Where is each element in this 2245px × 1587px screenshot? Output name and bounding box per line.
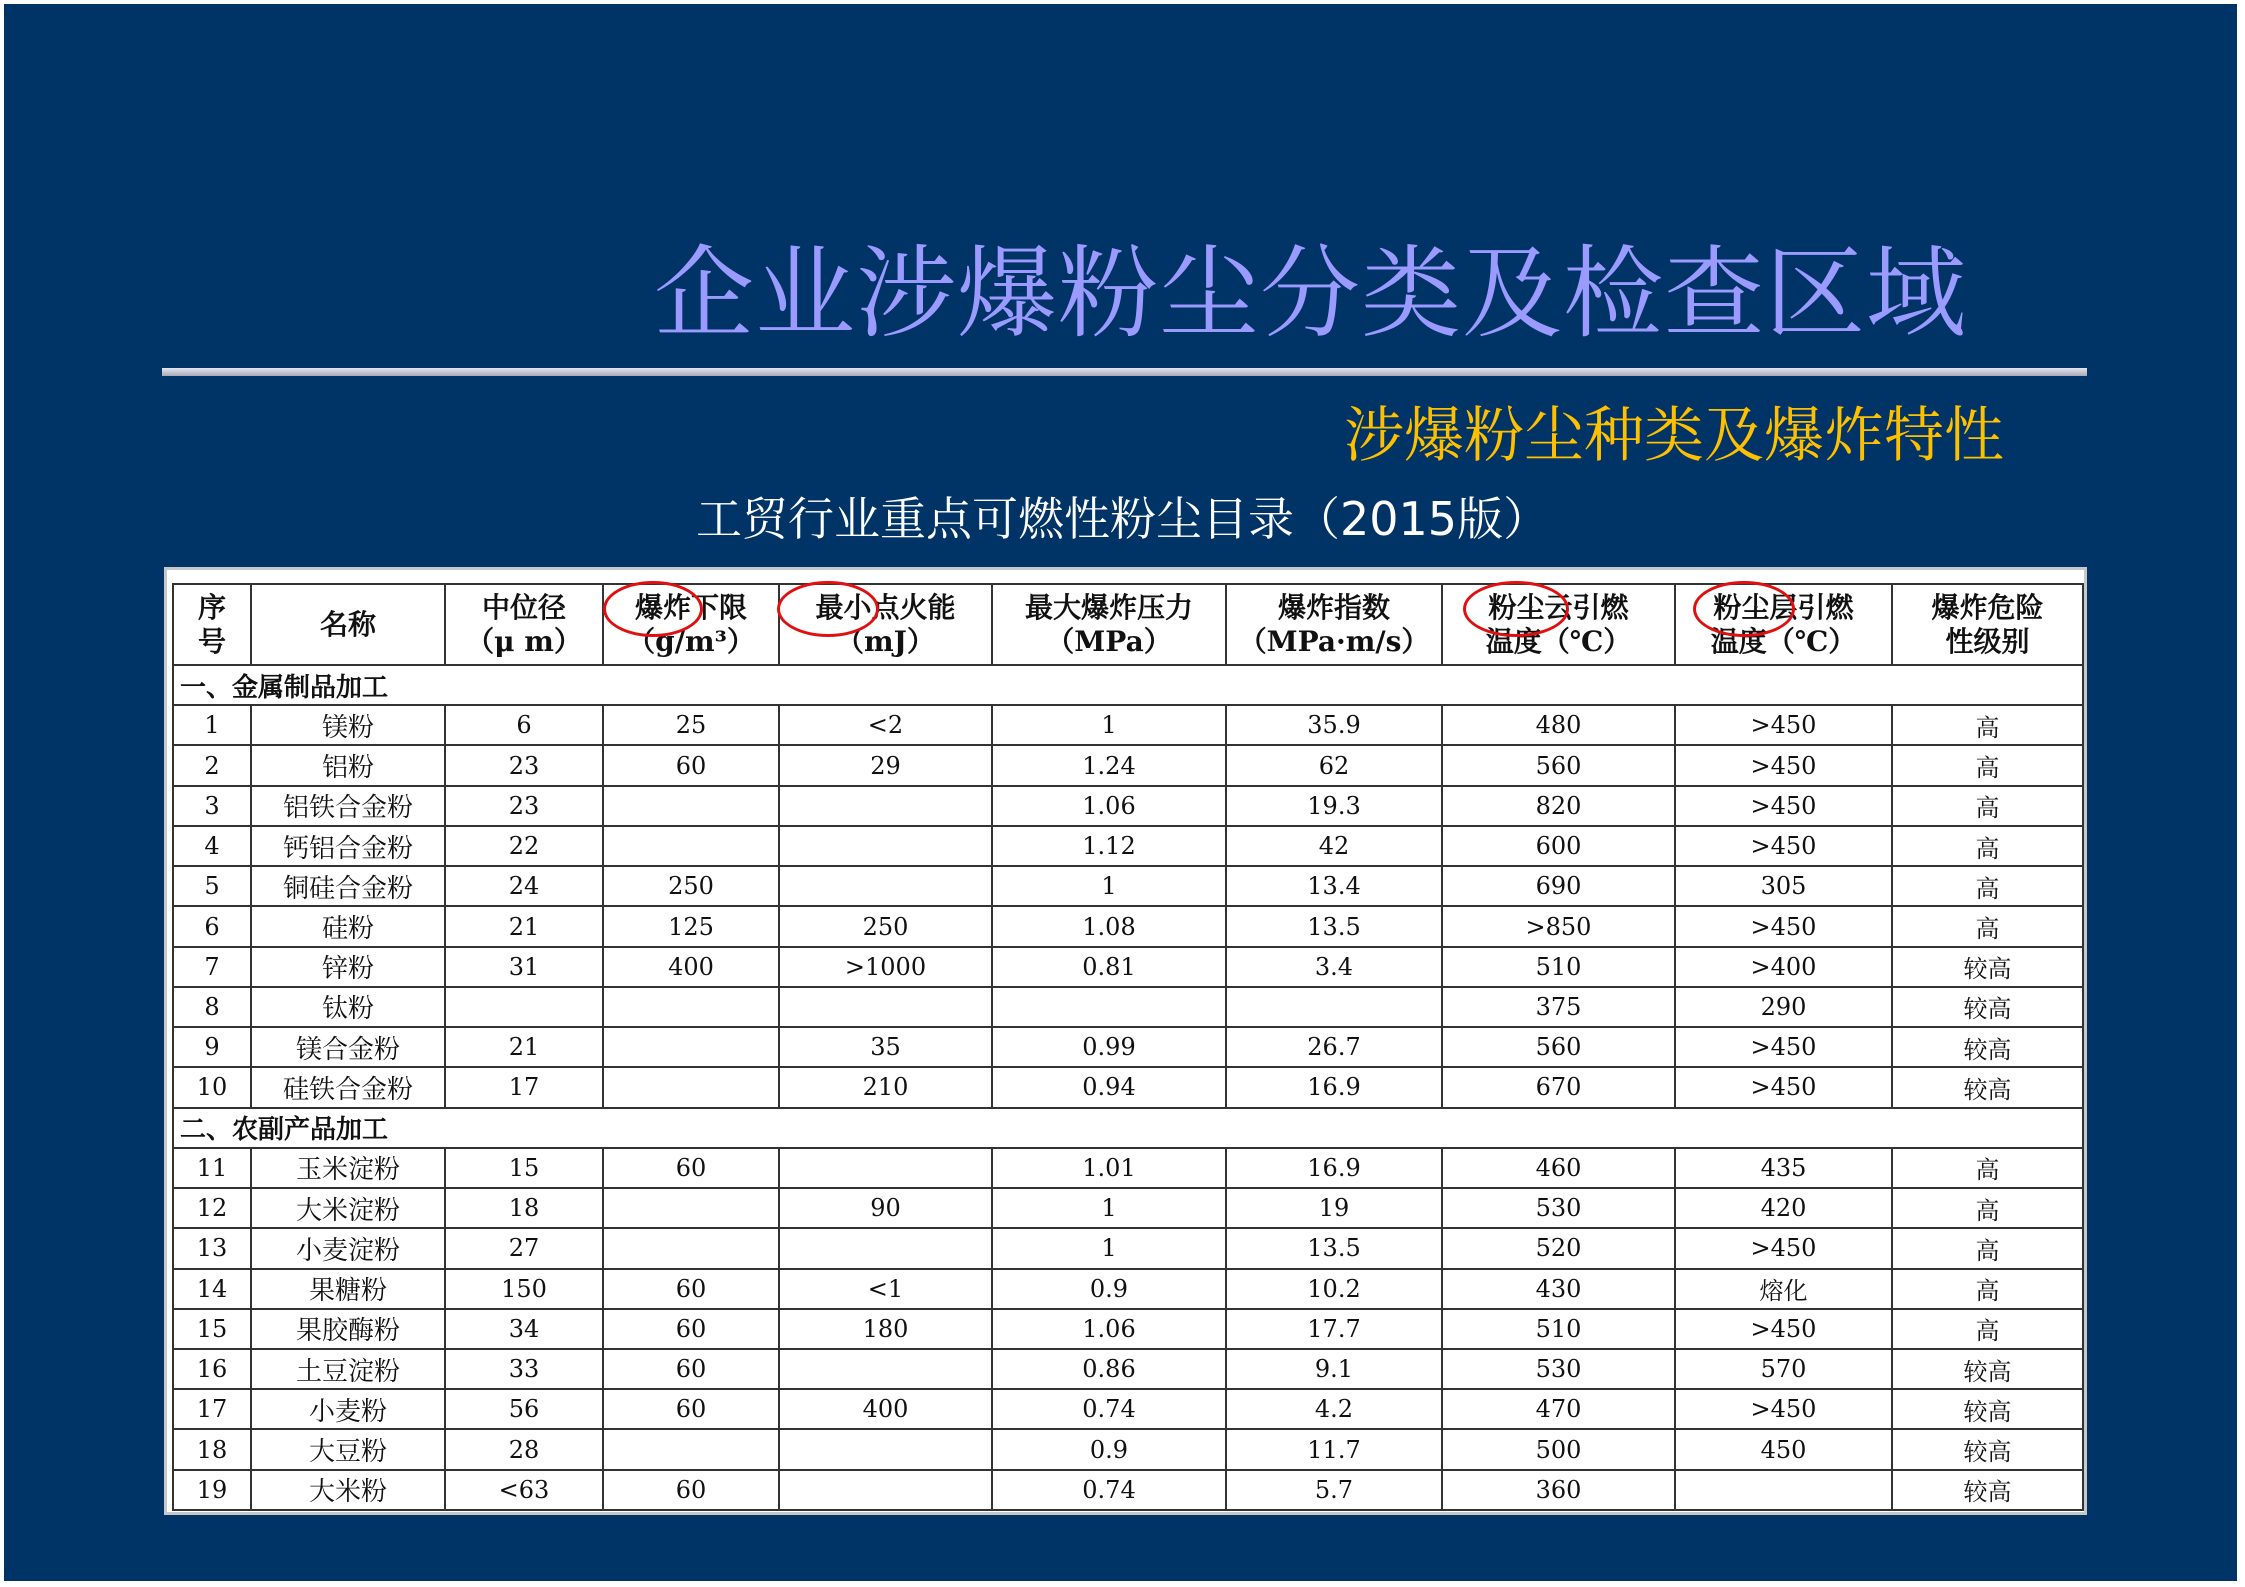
table-cell: 34 bbox=[445, 1309, 603, 1349]
table-cell: 400 bbox=[779, 1389, 992, 1429]
table-cell: 460 bbox=[1442, 1148, 1675, 1188]
table-cell: 23 bbox=[445, 745, 603, 785]
table-cell: 510 bbox=[1442, 1309, 1675, 1349]
table-cell: 530 bbox=[1442, 1349, 1675, 1389]
table-row bbox=[173, 826, 2083, 866]
table-cell: 13.5 bbox=[1226, 1228, 1442, 1268]
table-row bbox=[173, 1067, 2083, 1107]
table-cell: 15 bbox=[445, 1148, 603, 1188]
table-cell: 高 bbox=[1892, 866, 2083, 906]
table-cell: 果糖粉 bbox=[251, 1269, 445, 1309]
table-cell bbox=[779, 866, 992, 906]
table-cell: 35 bbox=[779, 1027, 992, 1067]
table-cell bbox=[779, 987, 992, 1027]
table-cell: 430 bbox=[1442, 1269, 1675, 1309]
table-row bbox=[173, 1269, 2083, 1309]
table-cell bbox=[992, 987, 1226, 1027]
table-cell: 29 bbox=[779, 745, 992, 785]
table-cell bbox=[779, 1148, 992, 1188]
table-row bbox=[173, 745, 2083, 785]
table-cell: 26.7 bbox=[1226, 1027, 1442, 1067]
column-header bbox=[251, 584, 445, 665]
table-cell: 较高 bbox=[1892, 1389, 2083, 1429]
table-cell: 510 bbox=[1442, 947, 1675, 987]
table-cell: 60 bbox=[603, 745, 779, 785]
table-cell: 17.7 bbox=[1226, 1309, 1442, 1349]
column-header-line1: 粉尘层引燃 bbox=[1713, 590, 1854, 624]
column-header-line1: 爆炸危险 bbox=[1931, 590, 2044, 624]
table-cell: 22 bbox=[445, 826, 603, 866]
table-cell: 60 bbox=[603, 1309, 779, 1349]
table-cell: 60 bbox=[603, 1389, 779, 1429]
table-row bbox=[173, 1228, 2083, 1268]
table-cell: 高 bbox=[1892, 826, 2083, 866]
table-cell: 较高 bbox=[1892, 947, 2083, 987]
table-cell: 高 bbox=[1892, 745, 2083, 785]
table-cell: 10.2 bbox=[1226, 1269, 1442, 1309]
table-cell: 690 bbox=[1442, 866, 1675, 906]
column-header-line2: （g/m³） bbox=[627, 624, 755, 658]
table-cell bbox=[603, 786, 779, 826]
column-header bbox=[1675, 584, 1892, 665]
table-cell: 5 bbox=[173, 866, 251, 906]
table-cell: 24 bbox=[445, 866, 603, 906]
table-cell: 1 bbox=[992, 1228, 1226, 1268]
table-cell: >450 bbox=[1675, 1067, 1892, 1107]
table-cell bbox=[779, 1470, 992, 1510]
table-cell: 600 bbox=[1442, 826, 1675, 866]
table-row bbox=[173, 1148, 2083, 1188]
table-cell: 6 bbox=[445, 705, 603, 745]
table-cell: >450 bbox=[1675, 906, 1892, 946]
column-header bbox=[1226, 584, 1442, 665]
table-cell: 13 bbox=[173, 1228, 251, 1268]
table-row bbox=[173, 786, 2083, 826]
column-header-line2: （mJ） bbox=[836, 624, 935, 658]
table-cell: 0.9 bbox=[992, 1269, 1226, 1309]
column-header bbox=[445, 584, 603, 665]
table-cell: >450 bbox=[1675, 745, 1892, 785]
table-cell: 高 bbox=[1892, 1188, 2083, 1228]
column-header-line2: （μ m） bbox=[466, 624, 582, 658]
table-cell: 14 bbox=[173, 1269, 251, 1309]
dust-table-panel bbox=[164, 567, 2087, 1515]
table-cell: >450 bbox=[1675, 705, 1892, 745]
table-cell bbox=[779, 1429, 992, 1469]
table-cell: 16 bbox=[173, 1349, 251, 1389]
table-cell: 28 bbox=[445, 1429, 603, 1469]
table-cell: 820 bbox=[1442, 786, 1675, 826]
column-header-line1: 爆炸指数 bbox=[1277, 590, 1390, 624]
table-cell bbox=[603, 1067, 779, 1107]
column-header bbox=[603, 584, 779, 665]
table-row bbox=[173, 906, 2083, 946]
table-cell: 11.7 bbox=[1226, 1429, 1442, 1469]
table-cell: 435 bbox=[1675, 1148, 1892, 1188]
table-cell: >450 bbox=[1675, 1309, 1892, 1349]
table-cell: 19 bbox=[173, 1470, 251, 1510]
table-cell: <1 bbox=[779, 1269, 992, 1309]
table-cell: 13.4 bbox=[1226, 866, 1442, 906]
table-cell: 500 bbox=[1442, 1429, 1675, 1469]
table-cell: 土豆淀粉 bbox=[251, 1349, 445, 1389]
table-cell: 大米淀粉 bbox=[251, 1188, 445, 1228]
column-header-line2: （MPa·m/s） bbox=[1238, 624, 1430, 658]
table-cell: 16.9 bbox=[1226, 1067, 1442, 1107]
column-header-line1: 最小点火能 bbox=[815, 590, 956, 624]
table-cell: 305 bbox=[1675, 866, 1892, 906]
table-cell: 62 bbox=[1226, 745, 1442, 785]
column-header-line1: 粉尘云引燃 bbox=[1488, 590, 1629, 624]
table-cell: 高 bbox=[1892, 1228, 2083, 1268]
slide-title: 企业涉爆粉尘分类及检查区域 bbox=[654, 235, 1967, 352]
combustible-dust-table bbox=[172, 583, 2084, 1511]
table-cell: 19 bbox=[1226, 1188, 1442, 1228]
table-cell: >450 bbox=[1675, 1228, 1892, 1268]
table-cell bbox=[603, 826, 779, 866]
table-cell bbox=[1675, 1470, 1892, 1510]
table-row bbox=[173, 1389, 2083, 1429]
slide bbox=[4, 4, 2237, 1581]
table-cell: 4 bbox=[173, 826, 251, 866]
table-cell: >400 bbox=[1675, 947, 1892, 987]
table-cell: 250 bbox=[603, 866, 779, 906]
table-cell: 3.4 bbox=[1226, 947, 1442, 987]
table-cell: 31 bbox=[445, 947, 603, 987]
table-cell: 小麦粉 bbox=[251, 1389, 445, 1429]
table-cell: 570 bbox=[1675, 1349, 1892, 1389]
table-row bbox=[173, 1188, 2083, 1228]
table-cell: 375 bbox=[1442, 987, 1675, 1027]
column-header-line1: 爆炸下限 bbox=[634, 590, 747, 624]
table-cell: 9.1 bbox=[1226, 1349, 1442, 1389]
table-row bbox=[173, 1429, 2083, 1469]
table-cell: 670 bbox=[1442, 1067, 1675, 1107]
table-cell: 1.12 bbox=[992, 826, 1226, 866]
table-cell: 高 bbox=[1892, 1148, 2083, 1188]
table-cell: 0.99 bbox=[992, 1027, 1226, 1067]
table-cell: 400 bbox=[603, 947, 779, 987]
table-cell: 熔化 bbox=[1675, 1269, 1892, 1309]
table-cell: 1.01 bbox=[992, 1148, 1226, 1188]
category-label: 二、农副产品加工 bbox=[173, 1108, 2083, 1148]
table-cell: 钛粉 bbox=[251, 987, 445, 1027]
table-cell: 0.81 bbox=[992, 947, 1226, 987]
column-header-line2: 性级别 bbox=[1945, 624, 2030, 658]
table-cell bbox=[603, 1228, 779, 1268]
table-cell: 125 bbox=[603, 906, 779, 946]
table-cell bbox=[603, 1188, 779, 1228]
table-cell: 21 bbox=[445, 1027, 603, 1067]
slide-subtitle: 涉爆粉尘种类及爆炸特性 bbox=[1344, 401, 2004, 471]
table-cell: 硅粉 bbox=[251, 906, 445, 946]
table-cell: 8 bbox=[173, 987, 251, 1027]
table-cell: 6 bbox=[173, 906, 251, 946]
table-cell: 150 bbox=[445, 1269, 603, 1309]
table-cell: 2 bbox=[173, 745, 251, 785]
table-header-row bbox=[173, 584, 2083, 665]
table-cell: 1 bbox=[992, 705, 1226, 745]
table-cell bbox=[603, 1429, 779, 1469]
table-cell bbox=[779, 786, 992, 826]
table-cell: 0.74 bbox=[992, 1470, 1226, 1510]
table-row bbox=[173, 1309, 2083, 1349]
table-cell: 1.24 bbox=[992, 745, 1226, 785]
table-cell: <63 bbox=[445, 1470, 603, 1510]
table-cell: 较高 bbox=[1892, 1027, 2083, 1067]
table-cell: 0.94 bbox=[992, 1067, 1226, 1107]
table-row bbox=[173, 1027, 2083, 1067]
table-cell: 560 bbox=[1442, 745, 1675, 785]
table-cell: 高 bbox=[1892, 1309, 2083, 1349]
table-body bbox=[173, 665, 2083, 1510]
table-cell: 90 bbox=[779, 1188, 992, 1228]
table-cell: 镁粉 bbox=[251, 705, 445, 745]
table-cell: 25 bbox=[603, 705, 779, 745]
table-cell: 4.2 bbox=[1226, 1389, 1442, 1429]
table-row bbox=[173, 1349, 2083, 1389]
table-cell: 铝粉 bbox=[251, 745, 445, 785]
table-cell: 17 bbox=[173, 1389, 251, 1429]
table-cell: 27 bbox=[445, 1228, 603, 1268]
table-cell: 15 bbox=[173, 1309, 251, 1349]
table-cell: 530 bbox=[1442, 1188, 1675, 1228]
table-cell: 19.3 bbox=[1226, 786, 1442, 826]
table-cell: 11 bbox=[173, 1148, 251, 1188]
table-cell: 290 bbox=[1675, 987, 1892, 1027]
category-row bbox=[173, 1108, 2083, 1148]
table-cell: 较高 bbox=[1892, 1349, 2083, 1389]
table-cell: 520 bbox=[1442, 1228, 1675, 1268]
table-cell: 480 bbox=[1442, 705, 1675, 745]
table-cell: 180 bbox=[779, 1309, 992, 1349]
column-header-line2: 温度（℃） bbox=[1485, 624, 1632, 658]
table-cell: 0.9 bbox=[992, 1429, 1226, 1469]
table-cell: 锌粉 bbox=[251, 947, 445, 987]
table-cell: 较高 bbox=[1892, 1429, 2083, 1469]
table-cell: 450 bbox=[1675, 1429, 1892, 1469]
table-cell: 玉米淀粉 bbox=[251, 1148, 445, 1188]
table-cell: 60 bbox=[603, 1349, 779, 1389]
table-cell: 33 bbox=[445, 1349, 603, 1389]
table-cell bbox=[1226, 987, 1442, 1027]
table-cell: >450 bbox=[1675, 1027, 1892, 1067]
table-cell: 镁合金粉 bbox=[251, 1027, 445, 1067]
table-cell: 铝铁合金粉 bbox=[251, 786, 445, 826]
table-cell: 60 bbox=[603, 1148, 779, 1188]
column-header-line2: 温度（℃） bbox=[1710, 624, 1857, 658]
table-cell: 18 bbox=[173, 1429, 251, 1469]
table-cell: 42 bbox=[1226, 826, 1442, 866]
table-cell: 大豆粉 bbox=[251, 1429, 445, 1469]
title-divider bbox=[162, 368, 2087, 376]
table-cell: 大米粉 bbox=[251, 1470, 445, 1510]
table-row bbox=[173, 866, 2083, 906]
table-cell: 60 bbox=[603, 1269, 779, 1309]
table-cell: 钙铝合金粉 bbox=[251, 826, 445, 866]
table-cell: 1 bbox=[173, 705, 251, 745]
table-cell bbox=[779, 1228, 992, 1268]
table-cell: >450 bbox=[1675, 786, 1892, 826]
column-header bbox=[1892, 584, 2083, 665]
column-header-line1: 中位径 bbox=[481, 590, 566, 624]
table-cell: 较高 bbox=[1892, 987, 2083, 1027]
table-cell: 较高 bbox=[1892, 1470, 2083, 1510]
table-cell: 18 bbox=[445, 1188, 603, 1228]
table-cell: 250 bbox=[779, 906, 992, 946]
column-header bbox=[173, 584, 251, 665]
column-header-line2: （MPa） bbox=[1046, 624, 1172, 658]
table-cell: 1 bbox=[992, 1188, 1226, 1228]
table-cell bbox=[779, 1349, 992, 1389]
table-cell: 0.74 bbox=[992, 1389, 1226, 1429]
table-cell: 0.86 bbox=[992, 1349, 1226, 1389]
table-cell: 1.06 bbox=[992, 786, 1226, 826]
table-cell: 60 bbox=[603, 1470, 779, 1510]
table-cell: 420 bbox=[1675, 1188, 1892, 1228]
table-cell: >450 bbox=[1675, 826, 1892, 866]
table-cell: 3 bbox=[173, 786, 251, 826]
table-cell: 23 bbox=[445, 786, 603, 826]
category-label: 一、金属制品加工 bbox=[173, 665, 2083, 705]
table-cell: 35.9 bbox=[1226, 705, 1442, 745]
table-cell: 10 bbox=[173, 1067, 251, 1107]
column-header bbox=[992, 584, 1226, 665]
table-cell: 较高 bbox=[1892, 1067, 2083, 1107]
table-row bbox=[173, 1470, 2083, 1510]
table-cell: 9 bbox=[173, 1027, 251, 1067]
table-cell: 21 bbox=[445, 906, 603, 946]
table-cell: 1.08 bbox=[992, 906, 1226, 946]
table-row bbox=[173, 947, 2083, 987]
table-cell: <2 bbox=[779, 705, 992, 745]
column-header-line1: 最大爆炸压力 bbox=[1024, 590, 1193, 624]
column-header-line1: 序 bbox=[197, 590, 226, 624]
table-cell: 铜硅合金粉 bbox=[251, 866, 445, 906]
table-cell: 高 bbox=[1892, 906, 2083, 946]
table-cell: 560 bbox=[1442, 1027, 1675, 1067]
table-caption: 工贸行业重点可燃性粉尘目录（2015版） bbox=[696, 492, 1550, 546]
table-cell bbox=[445, 987, 603, 1027]
table-cell: >1000 bbox=[779, 947, 992, 987]
column-header-line1: 名称 bbox=[319, 607, 376, 641]
table-cell: 56 bbox=[445, 1389, 603, 1429]
table-cell: 7 bbox=[173, 947, 251, 987]
table-row bbox=[173, 705, 2083, 745]
table-cell: 360 bbox=[1442, 1470, 1675, 1510]
table-cell: 470 bbox=[1442, 1389, 1675, 1429]
table-cell: >850 bbox=[1442, 906, 1675, 946]
table-cell: 小麦淀粉 bbox=[251, 1228, 445, 1268]
table-cell: 13.5 bbox=[1226, 906, 1442, 946]
table-cell: 210 bbox=[779, 1067, 992, 1107]
column-header bbox=[1442, 584, 1675, 665]
table-cell: 5.7 bbox=[1226, 1470, 1442, 1510]
table-cell: 高 bbox=[1892, 786, 2083, 826]
table-cell: 高 bbox=[1892, 705, 2083, 745]
table-cell: 1.06 bbox=[992, 1309, 1226, 1349]
table-cell: 硅铁合金粉 bbox=[251, 1067, 445, 1107]
table-cell bbox=[603, 1027, 779, 1067]
table-cell: 12 bbox=[173, 1188, 251, 1228]
table-cell bbox=[779, 826, 992, 866]
table-row bbox=[173, 987, 2083, 1027]
category-row bbox=[173, 665, 2083, 705]
table-cell: 果胶酶粉 bbox=[251, 1309, 445, 1349]
column-header bbox=[779, 584, 992, 665]
table-cell: 1 bbox=[992, 866, 1226, 906]
column-header-line2: 号 bbox=[197, 624, 226, 658]
table-cell: 16.9 bbox=[1226, 1148, 1442, 1188]
table-cell: 高 bbox=[1892, 1269, 2083, 1309]
table-cell: 17 bbox=[445, 1067, 603, 1107]
table-cell bbox=[603, 987, 779, 1027]
table-cell: >450 bbox=[1675, 1389, 1892, 1429]
